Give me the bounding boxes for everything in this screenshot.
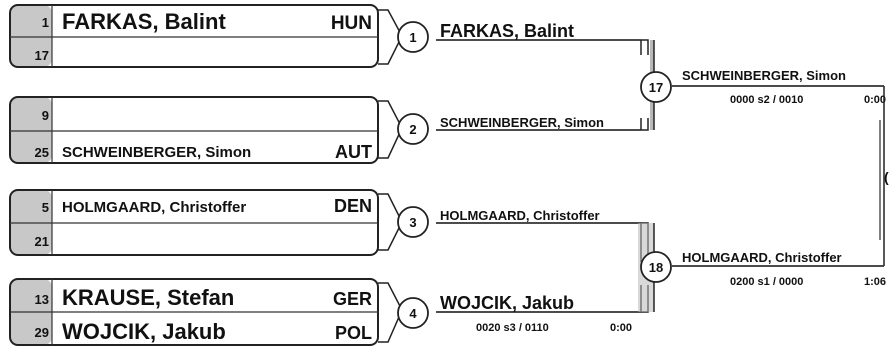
player-name: FARKAS, Balint: [62, 9, 226, 34]
match-score: 0020 s3 / 0110: [476, 322, 549, 334]
match-time: 0:00: [863, 94, 886, 106]
winner-name: SCHWEINBERGER, Simon: [682, 68, 846, 83]
player-country: HUN: [330, 13, 372, 34]
seed-number: 21: [34, 234, 49, 249]
player-name: SCHWEINBERGER, Simon: [62, 144, 252, 161]
match-number: 2: [409, 122, 417, 137]
winner-name: FARKAS, Balint: [440, 21, 575, 41]
seed-number: 25: [34, 145, 49, 160]
match-score: 0000 s2 / 0010: [730, 94, 804, 106]
match-number-badge-2: [398, 114, 428, 144]
seed-number: 1: [41, 15, 49, 30]
match-number-badge-3: [398, 207, 428, 237]
match-number: 18: [648, 260, 664, 275]
winner-name: WOJCIK, Jakub: [440, 293, 575, 313]
player-country: GER: [332, 289, 372, 309]
round1-connectors: [378, 10, 402, 342]
bracket-connector: [641, 40, 648, 55]
player-country: AUT: [335, 142, 372, 162]
player-country: DEN: [333, 196, 372, 216]
round3-connector: [880, 86, 889, 266]
match-number: 17: [648, 80, 664, 95]
seed-number: 17: [34, 48, 49, 63]
seed-number: 29: [34, 325, 49, 340]
match-number-badge-4: [398, 298, 428, 328]
match-number-badge-1: [398, 22, 428, 52]
match-time: 0:00: [610, 322, 633, 334]
match-box-4[interactable]: [10, 279, 378, 345]
seed-number: 5: [41, 200, 49, 215]
match-time: 1:06: [863, 276, 886, 288]
match-box-1[interactable]: [10, 5, 378, 67]
winner-name: SCHWEINBERGER, Simon: [440, 115, 604, 130]
match-number-badge-17: [641, 72, 671, 102]
match-box-3[interactable]: [10, 190, 378, 255]
player-name: KRAUSE, Stefan: [62, 285, 235, 310]
winner-name: HOLMGAARD, Christoffer: [682, 250, 842, 265]
bracket-connector: [641, 118, 648, 130]
match-box-2[interactable]: [10, 97, 378, 163]
match-number: 1: [409, 30, 417, 45]
seed-number: 9: [41, 108, 49, 123]
winner-name: HOLMGAARD, Christoffer: [440, 208, 600, 223]
match-number-badge-18: [641, 252, 671, 282]
match-number: 4: [409, 306, 417, 321]
match-number: 3: [409, 215, 417, 230]
match-score: 0200 s1 / 0000: [730, 276, 804, 288]
cutoff-glyph: (: [884, 169, 889, 185]
round1-winner-lines: [436, 40, 641, 312]
player-country: POL: [334, 323, 372, 343]
player-name: HOLMGAARD, Christoffer: [62, 199, 247, 216]
seed-number: 13: [34, 292, 49, 307]
player-name: WOJCIK, Jakub: [62, 319, 226, 344]
